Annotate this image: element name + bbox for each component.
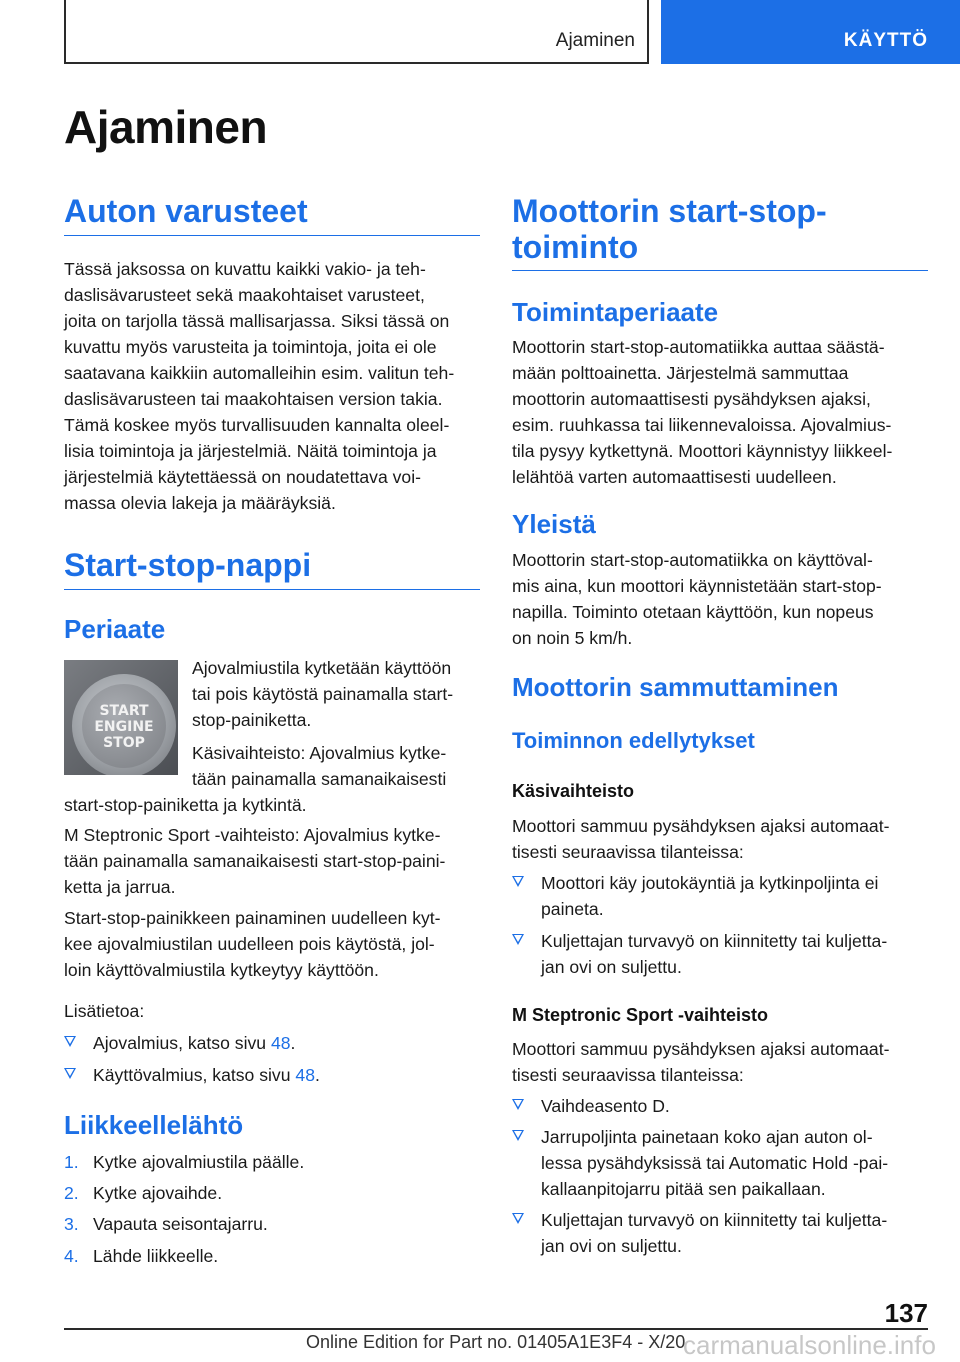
text-line: Tämä koskee myös turvallisuuden kannalta oleel- [64,415,450,435]
text-line: tisesti seuraavissa tilanteissa: [512,1065,744,1085]
triangle-bullet-icon [64,1068,76,1079]
punctuation: . [290,1033,296,1053]
watermark: carmanualsonline.info [683,1330,936,1360]
text-line: Vaihdeasento D. [541,1096,670,1116]
text-line: tai pois käytöstä painamalla start- [192,684,454,704]
text-line: joita on tarjolla tässä mallisarjassa. Siksi tässä on [64,311,450,331]
yleista-paragraph [512,547,928,651]
heading-line: toiminto [512,229,639,265]
steptronic-intro [512,1036,928,1088]
button-face [82,684,166,768]
condition-item [512,870,928,922]
text-line: järjestelmiä käytettäessä on noudatettava voi- [64,467,421,487]
text-line: Start-stop-painikkeen painaminen uudelleen kyt- [64,908,441,928]
step-number: 2. [64,1183,79,1203]
text-line: lisia toimintoja ja järjestelmiä. Näitä toimintoja ja [64,441,437,461]
running-header [64,0,649,64]
section-tab-label: KÄYTTÖ [843,30,928,51]
heading-rule [64,589,480,590]
text-line: jan ovi on suljettu. [541,957,682,977]
text-line: Moottorin start-stop-automatiikka auttaa säästä- [512,337,885,357]
kasivaihteisto-paragraph [192,740,482,792]
steptronic-paragraph [64,822,480,900]
text-line: Tässä jaksossa on kuvattu kaikki vakio- ja teh- [64,259,426,279]
step-item [64,1149,480,1175]
text-line: Jarrupoljinta painetaan koko ajan auton ol- [541,1127,873,1147]
text-line: kee ajovalmiustilan uudelleen pois käytöstä, jol- [64,934,435,954]
step-item [64,1180,480,1206]
heading-auton-varusteet: Auton varusteet [64,193,308,229]
heading-liikkeellelahto: Liikkeellelähtö [64,1110,244,1140]
triangle-bullet-icon [512,876,524,887]
periaate-paragraph [192,655,482,733]
text-line: esim. ruuhkassa tai liikennevaloissa. Ajovalmius- [512,415,892,435]
text-line: stop-painiketta. [192,710,312,730]
step-text: Lähde liikkeelle. [93,1246,219,1266]
heading-toimintaperiaate: Toimintaperiaate [512,297,719,327]
text-line: Kuljettajan turvavyö on kiinnitetty tai kuljetta- [541,1210,888,1230]
text-line: kuvattu myös varusteita ja toimintoja, joita ei ole [64,337,437,357]
triangle-bullet-icon [64,1036,76,1047]
heading-start-stop-toiminto [512,193,928,265]
text-line: napilla. Toiminto otetaan käyttöön, kun nopeus [512,602,874,622]
text-line: massa olevia lakeja ja määräyksiä. [64,493,336,513]
section-tab [661,0,960,64]
heading-rule [64,235,480,236]
button-text: START [99,703,149,719]
intro-paragraph [64,256,480,516]
heading-moottorin-sammuttaminen: Moottorin sammuttaminen [512,672,839,702]
text-line: mään polttoainetta. Järjestelmä sammuttaa [512,363,849,383]
text-line: tisesti seuraavissa tilanteissa: [512,842,744,862]
heading-start-stop-nappi: Start-stop-nappi [64,547,312,583]
text-line: Käsivaihteisto: Ajovalmius kytke- [192,743,447,763]
text-line: ketta ja jarrua. [64,877,176,897]
text-line: loin käyttövalmiustila kytkeytyy käyttöön. [64,960,379,980]
page-title: Ajaminen [64,101,268,153]
text-line: daslisävarusteet sekä maakohtaiset varusteet, [64,285,425,305]
step-number: 4. [64,1246,79,1266]
heading-line: Moottorin start-stop- [512,193,827,229]
heading-toiminnon-edellytykset: Toiminnon edellytykset [512,728,755,753]
text-line: lelähtöä varten automaattisesti uudelleen. [512,467,837,487]
reference-text: Ajovalmius, katso sivu [93,1033,271,1053]
page-number: 137 [884,1298,928,1328]
step-text: Kytke ajovaihde. [93,1183,223,1203]
condition-item [512,1207,928,1259]
text-line: Moottori sammuu pysähdyksen ajaksi automaat- [512,1039,890,1059]
text-line: tila pysyy kytkettynä. Moottori käynnistyy liikkeel- [512,441,893,461]
condition-item [512,928,928,980]
text-line: kallaanpitojarru pitää sen paikallaan. [541,1179,826,1199]
text-line: Ajovalmiustila kytketään käyttöön [192,658,452,678]
text-line: jan ovi on suljettu. [541,1236,682,1256]
text-line: daslisävarusteen tai maakohtaisen version takia. [64,389,443,409]
press-again-paragraph [64,905,480,983]
text-line: tään painamalla samanaikaisesti [192,769,447,789]
step-item [64,1211,480,1237]
heading-yleista: Yleistä [512,509,596,539]
step-number: 3. [64,1214,79,1234]
text-line: lessa pysähdyksissä tai Automatic Hold -pai- [541,1153,889,1173]
triangle-bullet-icon [512,1130,524,1141]
text-line: tään painamalla samanaikaisesti start-stop-paini- [64,851,446,871]
text-line: Kuljettajan turvavyö on kiinnitetty tai kuljetta- [541,931,888,951]
triangle-bullet-icon [512,1099,524,1110]
step-item [64,1243,480,1269]
triangle-bullet-icon [512,1213,524,1224]
reference-item [64,1030,480,1056]
step-text: Kytke ajovalmiustila päälle. [93,1152,305,1172]
heading-kasivaihteisto: Käsivaihteisto [512,781,635,801]
text-line: Moottori sammuu pysähdyksen ajaksi automaat- [512,816,890,836]
step-number: 1. [64,1152,79,1172]
toimintaperiaate-paragraph [512,334,928,490]
kasivaihteisto-intro [512,813,928,865]
heading-rule [512,270,928,271]
text-line: saatavana kaikkiin automalleihin esim. valitun teh- [64,363,455,383]
punctuation: . [314,1065,320,1085]
text-line: paineta. [541,899,604,919]
text-line: on noin 5 km/h. [512,628,633,648]
text-line: M Steptronic Sport -vaihteisto: Ajovalmius kytke- [64,825,441,845]
page-link[interactable]: 48 [295,1065,315,1085]
step-text: Vapauta seisontajarru. [93,1214,268,1234]
start-stop-button-image [64,660,178,775]
chapter-label: Ajaminen [555,30,635,51]
condition-item [512,1093,928,1119]
text-line: Moottori käy joutokäyntiä ja kytkinpoljinta ei [541,873,879,893]
condition-item [512,1124,928,1202]
heading-steptronic: M Steptronic Sport -vaihteisto [512,1005,769,1025]
text-line: mis aina, kun moottori käynnistetään start-stop- [512,576,882,596]
reference-text: Käyttövalmius, katso sivu [93,1065,296,1085]
kasivaihteisto-paragraph-cont: start-stop-painiketta ja kytkintä. [64,795,307,815]
text-line: Moottorin start-stop-automatiikka on käyttöval- [512,550,873,570]
text-line: moottorin automaattisesti pysähdyksen ajaksi, [512,389,871,409]
triangle-bullet-icon [512,934,524,945]
button-text: STOP [103,735,145,751]
button-ring [72,674,176,775]
page-link[interactable]: 48 [270,1033,291,1053]
heading-periaate: Periaate [64,614,166,644]
more-info-label: Lisätietoa: [64,1001,145,1021]
reference-item [64,1062,480,1088]
button-text: ENGINE [94,719,154,735]
edition-text: Online Edition for Part no. 01405A1E3F4 - X/20 [306,1332,686,1352]
